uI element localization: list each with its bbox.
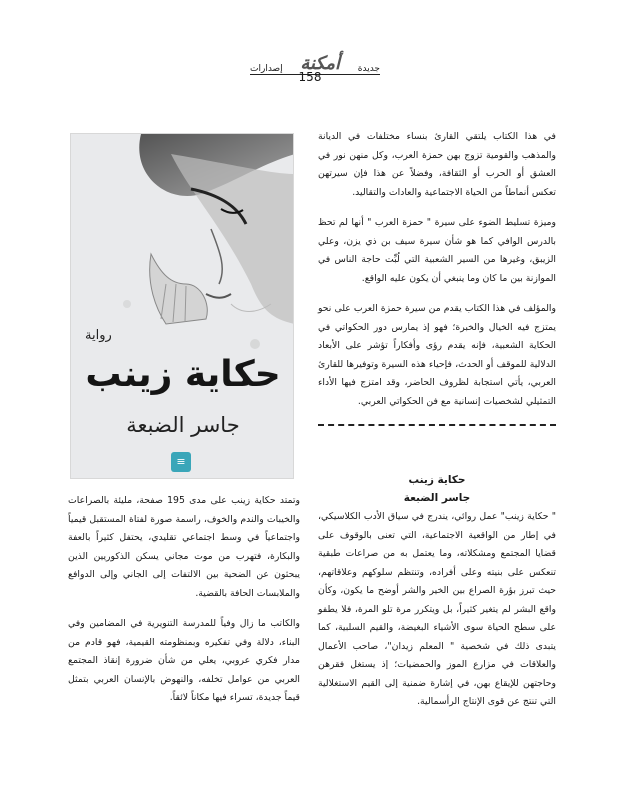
brand-logo: أمكنة [300, 53, 341, 74]
review-body-text [318, 508, 556, 724]
paragraph: في هذا الكتاب يلتقي القارئ بنساء مختلفات في الديانة والمذهب والقومية تزوج بهن حمزة العرب، وكل منهن نور في العشق أو الحرب أو الثقافة، وفضلاً عن هذا فإن سيرتهن تعكس أنماطاً من الحياة الاجتماعية والعادات والتقاليد. [318, 131, 556, 198]
publisher-logo-icon: ≡ [171, 452, 191, 472]
brand-right-text: جديدة [357, 64, 380, 74]
cover-author: جاسر الضبعة [126, 413, 240, 437]
paragraph: وميزة تسليط الضوء على سيرة " حمزة العرب " أنها لم تحظ بالدرس الوافي كما هو شأن سيرة سيف بن ذي يزن، وعلي الزيبق، وغيرها من السير الشعبية التي لُبِّت حاجة الناس في الموازنة بين ما كان وما ينبغي أن يكون عليه الواقع. [318, 217, 556, 284]
paragraph: " حكاية زينب" عمل روائي، يندرج في سياق الأدب الكلاسيكي، في إطار من الواقعية الاجتماعية، التي تعنى بالوقوف على قضايا المجتمع ومشكلاته، وما يعتمل به من صراعات طبقية تنعكس على بنيته وعلى أفراده، وتنتظم سلوكهم وعلاقاتهم، حيث تبرز بؤرة الصراع بين الخير والشر أوضح ما يكون، وكأن واقع البشر لم يتغير كثيراً، بل ويتكرر مرة تلو المرة، فلا يطفو على سطح الحياة سوى الأشياء البغيضة، والقيم السلبية، كما يتبدى ذلك في شخصية " المعلم زيدان"، صاحب الأعمال والعلاقات في مزارع الموز والحمضيات؛ إذ يستغل فقرهن وحاجتهن للإيقاع بهن، في إشارة ضمنية إلى القيم الاستغلالية التي تنتج عن قوى الإنتاج الرأسمالية. [318, 511, 556, 707]
paragraph: والمؤلف في هذا الكتاب يقدم من سيرة حمزة العرب على نحو يمتزج فيه الخيال والخبرة؛ فهو إذ يمارس دور الحكواتي في الحكاية الشعبية، فإنه يقدم رؤى وأفكاراً تؤشر على الأبعاد الدلالية للموقف أو الحدث، فإحياء هذه السيرة وتوفيرها للقارئ العربي، يأتي استجابة لظروف الحاضر، وقد امتزج فيها الأداء التمثيلي لشخصيات إنسانية مع فن الحكواتي العربي. [318, 303, 556, 407]
page-number: 158 [298, 70, 322, 84]
page-header [0, 40, 621, 90]
review-title: حكاية زينب [408, 474, 466, 486]
section-divider [318, 424, 556, 426]
right-column-text [318, 128, 556, 423]
cover-title: حكاية زينب [85, 354, 281, 395]
cover-genre-label: رواية [85, 328, 112, 343]
left-column-text [68, 492, 300, 720]
paragraph: وتمتد حكاية زينب على مدى 195 صفحة، مليئة بالصراعات والخيبات والندم والخوف، راسمة صورة لفتاة المستقبل قيمياً واجتماعياً في وسط اجتماعي تقليدي، يحتفل كثيراً بالعفة والبكارة، فتهرب من موت مجاني يسكن الذكوريين الذين يبحثون عن الضحية بين الالتفات إلى الجاني وإلى الدوافع والملابسات الحافة بالقضية. [68, 495, 300, 599]
paragraph: والكاتب ما زال وفياً للمدرسة التنويرية في المضامين وفي البناء، دلالة وفي تفكيره وبمنظومته القيمية، فهو قادم من مدار فكري عروبي، يعلي من شأن ضرورة إنقاذ المجتمع العربي من عوامل تخلفه، والنهوض بالإنسان العربي بتمثل قيماً جديدة، تسراء فيها مكاناً لائقاً. [68, 618, 300, 703]
brand-left-text: إصدارات [250, 64, 283, 74]
review-author: جاسر الضبعة [403, 492, 471, 504]
book-cover-image [70, 133, 294, 479]
